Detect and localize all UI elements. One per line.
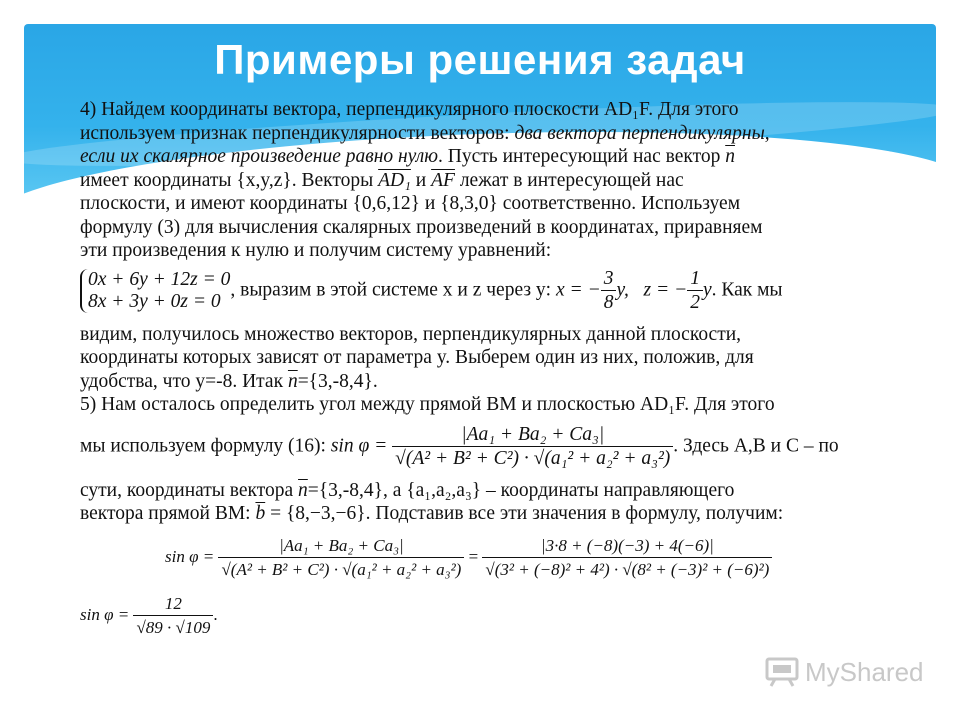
formula-fraction-general (218, 534, 464, 582)
equation-system-line (80, 267, 860, 315)
fraction-denominator: 2 (690, 292, 700, 313)
equation-1: 0x + 6y + 12z = 0 (88, 268, 231, 290)
vector-af: $\overline{AF}$ (431, 169, 455, 191)
spacer (80, 471, 860, 479)
vector-ad1: AD₁ (378, 169, 411, 191)
paragraph-line (80, 502, 860, 526)
text-span: , выразим в этой системе x и z через y: (230, 278, 556, 300)
z-equation-lhs: z = − (643, 278, 688, 300)
paragraph-line: плоскости, и имеют координаты {0,6,12} и {8,3,0} соответственно. Используем (80, 193, 741, 214)
paragraph-line: 5) Нам осталось определить угол между прямой BM и плоскостью AD₁F. Для этого (80, 394, 775, 415)
formula-lhs: sin φ = (165, 546, 219, 566)
paragraph-line (80, 145, 860, 169)
text-span: удобства, что y=-8. Итак (80, 370, 288, 392)
text-span: используем признак перпендикулярности векторов: (80, 122, 515, 144)
logo-text: MyShared (805, 656, 924, 687)
paragraph-line (80, 370, 860, 394)
presentation-board-icon (765, 657, 799, 687)
fraction-numerator: 3 (601, 267, 617, 292)
formula-16-fraction (392, 423, 673, 471)
text-span: мы используем формулу (16): (80, 434, 331, 456)
equation-2: 8x + 3y + 0z = 0 (88, 290, 221, 312)
x-equation-rhs: y, (616, 278, 629, 300)
vector-b: $\overline{b}$ (255, 503, 266, 524)
formula-lhs: sin φ = (330, 434, 393, 456)
text-span: . Здесь A,B и C – по (673, 434, 839, 456)
text-span: сути, координаты вектора (80, 479, 299, 501)
italic-span: два вектора перпендикулярны, (514, 122, 770, 144)
text-span: ={3,-8,4}, а {a₁,a₂,a₃} – координаты направляющего (307, 479, 735, 501)
equation-system (80, 269, 230, 313)
fraction-numerator: |Aa₁ + Ba₂ + Ca₃| (218, 534, 464, 559)
paragraph-line: видим, получилось множество векторов, перпендикулярных данной плоскости, (80, 323, 742, 345)
spacer (80, 315, 860, 323)
document-body (80, 98, 860, 696)
paragraph-line (80, 122, 860, 146)
fraction-denominator: √89 · √109 (136, 618, 211, 637)
fraction-numerator: |3·8 + (−8)(−3) + 4(−6)| (482, 534, 772, 559)
fraction-3-8 (601, 267, 617, 315)
text-span: = {8,−3,−6}. Подставив все эти значения в формулу, получим: (265, 503, 784, 524)
paragraph-line: координаты которых зависят от параметра y. Выберем один из них, положив, для (80, 347, 754, 368)
equals-sign: = (464, 546, 483, 566)
paragraph-line: 4) Найдем координаты вектора, перпендикулярного плоскости AD₁F. Для этого (80, 99, 739, 120)
fraction-1-2 (687, 267, 703, 315)
text-span: и (410, 169, 432, 191)
italic-span: если их скалярное произведение равно нулю (80, 146, 439, 167)
paragraph-line: формулу (3) для вычисления скалярных произведений в координатах, приравняем (80, 216, 763, 238)
big-formula-line (80, 534, 860, 582)
paragraph-line (80, 479, 860, 503)
slide-title: Примеры решения задач (214, 36, 746, 83)
text-span: . (213, 604, 218, 624)
z-equation-rhs: y (702, 278, 712, 300)
formula-16-line (80, 423, 860, 471)
text-span: . Пусть интересующий нас вектор (438, 146, 726, 167)
text-span: вектора прямой BM: (80, 503, 256, 524)
fraction-denominator: √(A² + B² + C²) · √(a₁² + a₂² + a₃²) (221, 560, 462, 579)
formula-lhs: sin φ = (80, 604, 134, 624)
paragraph-line (80, 169, 860, 193)
fraction-denominator: 8 (603, 292, 614, 313)
fraction-denominator: √(A² + B² + C²) · √(a₁² + a₂² + a₃²) (395, 448, 671, 469)
myshared-logo (765, 652, 924, 692)
result-formula-line (80, 592, 860, 640)
paragraph-line: эти произведения к нулю и получим систему уравнений: (80, 240, 552, 261)
vector-n: $\overline{n}$ (287, 370, 298, 392)
result-fraction (133, 592, 213, 640)
formula-fraction-numeric (482, 534, 772, 582)
fraction-numerator: 12 (133, 592, 213, 617)
fraction-denominator: √(3² + (−8)² + 4²) · √(8² + (−3)² + (−6)²) (485, 560, 770, 579)
text-span: лежат в интересующей нас (454, 169, 684, 191)
fraction-numerator: 1 (687, 267, 703, 292)
text-span: . Как мы (711, 278, 783, 300)
vector-n: $\overline{n}$ (725, 146, 735, 167)
vector-n: $\overline{n}$ (298, 479, 308, 501)
fraction-numerator: |Aa₁ + Ba₂ + Ca₃| (392, 423, 673, 448)
text-span: имеет координаты {x,y,z}. Векторы (80, 169, 379, 191)
x-equation-lhs: x = − (555, 278, 601, 300)
text-span: ={3,-8,4}. (297, 370, 378, 392)
